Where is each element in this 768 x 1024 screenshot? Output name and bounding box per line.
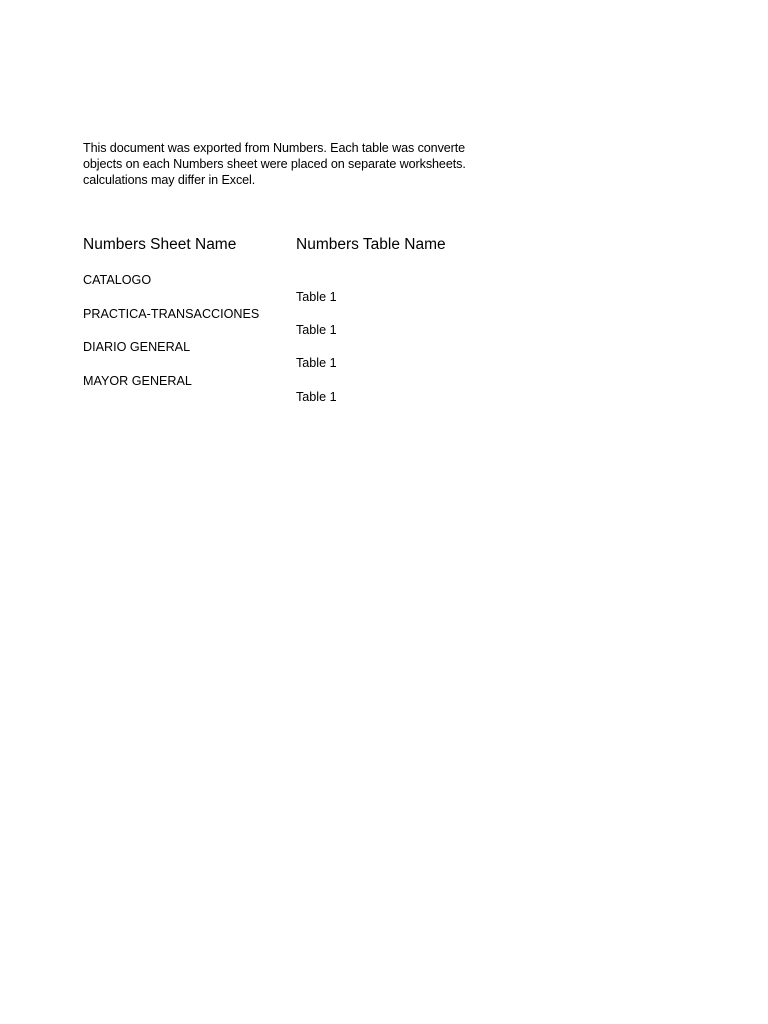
export-notice-line: This document was exported from Numbers. Each table was converte [83,141,466,155]
export-notice-line: objects on each Numbers sheet were placed on separate worksheets. [83,157,466,171]
table-name-cell: Table 1 [296,290,337,304]
sheet-name-cell: PRACTICA-TRANSACCIONES [83,307,260,321]
sheet-name-cell: CATALOGO [83,273,152,287]
sheet-name-cell: MAYOR GENERAL [83,374,192,388]
table-name-cell: Table 1 [296,323,337,337]
export-notice-line: calculations may differ in Excel. [83,173,256,187]
table-name-cell: Table 1 [296,356,337,370]
table-name-cell: Table 1 [296,390,337,404]
table-name-column-header: Numbers Table Name [296,236,446,253]
sheet-name-cell: DIARIO GENERAL [83,340,191,354]
sheet-name-column-header: Numbers Sheet Name [83,236,237,253]
export-notice [83,140,509,188]
